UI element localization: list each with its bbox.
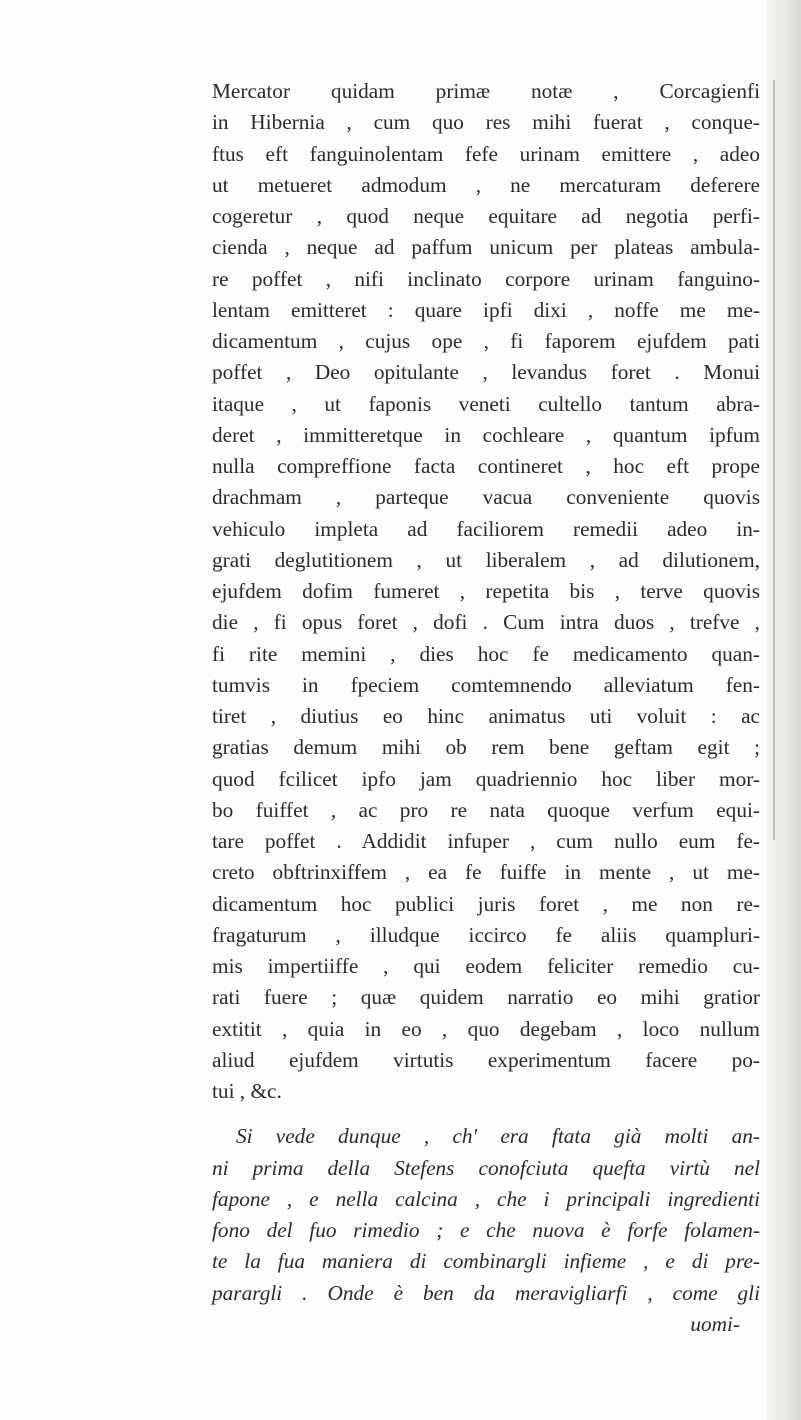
text-line: te la fua maniera di combinargli infieme , e di pre- xyxy=(212,1249,760,1274)
text-line: nulla compreffione facta contineret , hoc eft prope xyxy=(212,454,760,478)
text-line: gratias demum mihi ob rem bene geftam egit ; xyxy=(212,735,760,760)
text-line: Si vede dunque , ch' era ftata già molti an- xyxy=(236,1124,760,1149)
text-line: cogeretur , quod neque equitare ad negotia perfi- xyxy=(212,204,760,228)
text-block xyxy=(212,76,760,1340)
text-line: fragaturum , illudque iccirco fe aliis quampluri- xyxy=(212,922,760,947)
text-line: fono del fuo rimedio ; e che nuova è forfe folamen- xyxy=(212,1218,760,1242)
text-line: aliud ejufdem virtutis experimentum facere po- xyxy=(212,1047,760,1072)
text-line: grati deglutitionem , ut liberalem , ad dilutionem, xyxy=(212,547,760,572)
text-line: Mercator quidam primæ notæ , Corcagienfi xyxy=(212,79,760,103)
text-line: tui , &c. xyxy=(212,1079,282,1103)
text-line: bo fuiffet , ac pro re nata quoque verfum equi- xyxy=(212,797,760,822)
text-line: ejufdem dofim fumeret , repetita bis , terve quovis xyxy=(212,579,760,603)
text-line: ni prima della Stefens conofciuta quefta virtù nel xyxy=(212,1155,760,1180)
text-line: ftus eft fanguinolentam fefe urinam emittere , adeo xyxy=(212,141,760,166)
text-line: tare poffet . Addidit infuper , cum nullo eum fe- xyxy=(212,829,760,853)
text-line: creto obftrinxiffem , ea fe fuiffe in mente , ut me- xyxy=(212,860,760,885)
text-line: lentam emitteret : quare ipfi dixi , noffe me me- xyxy=(212,297,760,322)
text-line: fi rite memini , dies hoc fe medicamento quan- xyxy=(212,641,760,666)
gutter-line xyxy=(773,80,775,840)
latin-paragraph xyxy=(212,76,760,1107)
text-line: die , fi opus foret , dofi . Cum intra duos , trefve , xyxy=(212,610,760,635)
text-line: itaque , ut faponis veneti cultello tantum abra- xyxy=(212,391,760,416)
text-line: tumvis in fpeciem comtemnendo alleviatum fen- xyxy=(212,672,760,697)
text-line: vehiculo impleta ad faciliorem remedii adeo in- xyxy=(212,516,760,541)
text-line: fapone , e nella calcina , che i principali ingredienti xyxy=(212,1186,760,1211)
text-line: drachmam , parteque vacua conveniente quovis xyxy=(212,485,760,510)
text-line: cienda , neque ad paffum unicum per plateas ambula- xyxy=(212,235,760,260)
text-line: quod fcilicet ipfo jam quadriennio hoc liber mor- xyxy=(212,766,760,791)
text-line: dicamentum , cujus ope , fi faporem ejufdem pati xyxy=(212,329,760,353)
text-line: ut metueret admodum , ne mercaturam deferere xyxy=(212,172,760,197)
catchword: uomi- xyxy=(690,1311,740,1336)
text-line: extitit , quia in eo , quo degebam , loco nullum xyxy=(212,1016,760,1041)
italian-paragraph xyxy=(212,1121,760,1309)
text-line: re poffet , nifi inclinato corpore urinam fanguino- xyxy=(212,266,760,291)
text-line: rati fuere ; quæ quidem narratio eo mihi gratior xyxy=(212,985,760,1010)
text-line: in Hibernia , cum quo res mihi fuerat , conque- xyxy=(212,110,760,135)
text-line: deret , immitteretque in cochleare , quantum ipfum xyxy=(212,422,760,447)
text-line: mis impertiiffe , qui eodem feliciter remedio cu- xyxy=(212,954,760,978)
text-line: parargli . Onde è ben da meravigliarfi , come gli xyxy=(212,1280,760,1305)
text-line: dicamentum hoc publici juris foret , me non re- xyxy=(212,891,760,916)
text-line: poffet , Deo opitulante , levandus foret . Monui xyxy=(212,360,760,385)
text-line: tiret , diutius eo hinc animatus uti voluit : ac xyxy=(212,704,760,728)
